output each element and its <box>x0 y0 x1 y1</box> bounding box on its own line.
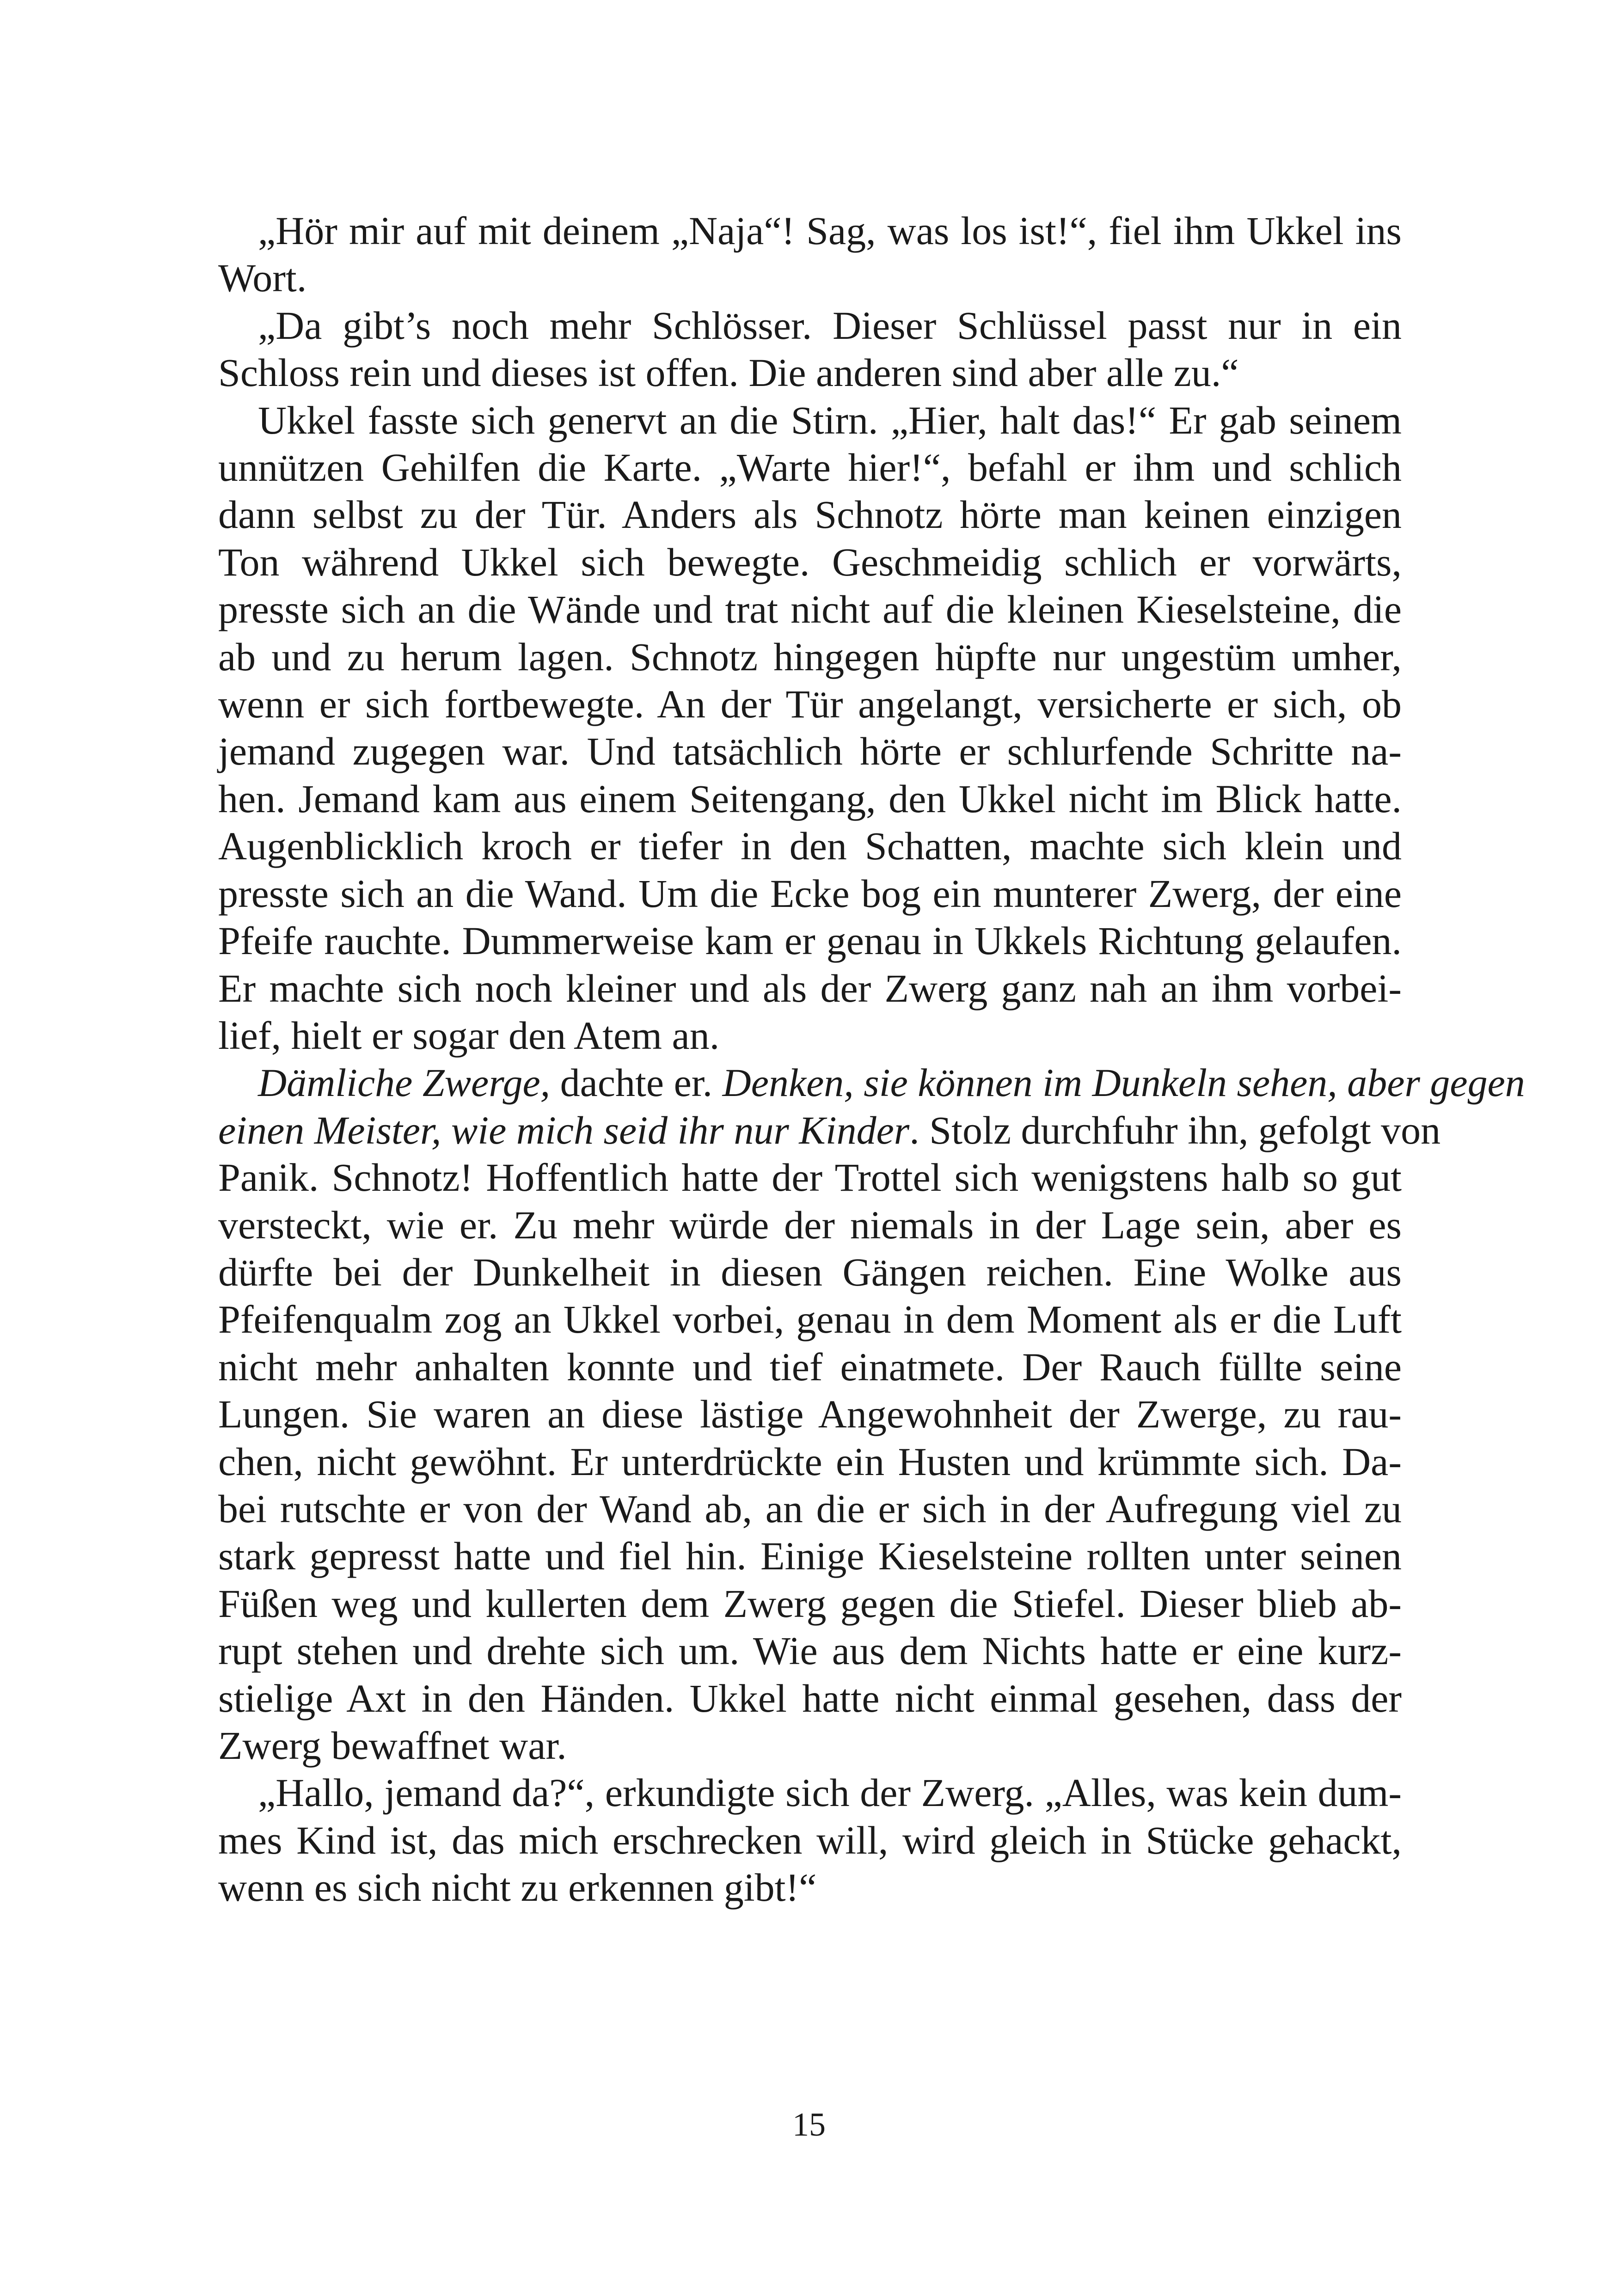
text-line: chen, nicht gewöhnt. Er unterdrückte ein Husten und krümmte sich. Da- <box>218 1439 1402 1484</box>
text-line: jemand zugegen war. Und tatsächlich hörte er schlurfende Schritte na- <box>218 729 1402 774</box>
text-line: unnützen Gehilfen die Karte. „Warte hier!“, befahl er ihm und schlich <box>218 445 1402 490</box>
text-line: presste sich an die Wand. Um die Ecke bog ein munterer Zwerg, der eine <box>218 871 1402 916</box>
text-line: Zwerg bewaffnet war. <box>218 1723 567 1768</box>
text-line: Pfeifenqualm zog an Ukkel vorbei, genau in dem Moment als er die Luft <box>218 1297 1402 1342</box>
text-line: Schloss rein und dieses ist offen. Die anderen sind aber alle zu.“ <box>218 350 1239 395</box>
italic-thought: Denken, sie können im Dunkeln sehen, aber gegen <box>722 1060 1525 1105</box>
text-line: bei rutschte er von der Wand ab, an die er sich in der Aufregung viel zu <box>218 1486 1402 1531</box>
text-line: „Hör mir auf mit deinem „Naja“! Sag, was los ist!“, fiel ihm Ukkel ins <box>258 208 1402 253</box>
text-line: mes Kind ist, das mich erschrecken will, wird gleich in Stücke gehackt, <box>218 1818 1402 1862</box>
text-line: Dämliche Zwerge, dachte er. Denken, sie können im Dunkeln sehen, aber gegen <box>258 1060 1525 1105</box>
text-line: ab und zu herum lagen. Schnotz hingegen hüpfte nur ungestüm umher, <box>218 634 1402 679</box>
page-number: 15 <box>792 2106 826 2143</box>
paragraph-2 <box>218 302 1402 397</box>
text-line: Wort. <box>218 256 307 300</box>
text-line: „Da gibt’s noch mehr Schlösser. Dieser Schlüssel passt nur in ein <box>258 303 1402 348</box>
text-line: dann selbst zu der Tür. Anders als Schnotz hörte man keinen einzigen <box>218 492 1402 537</box>
italic-thought: einen Meister, wie mich seid ihr nur Kinder <box>218 1108 910 1152</box>
text-line: hen. Jemand kam aus einem Seitengang, den Ukkel nicht im Blick hatte. <box>218 776 1402 821</box>
text-line: Lungen. Sie waren an diese lästige Angewohnheit der Zwerge, zu rau- <box>218 1392 1402 1437</box>
paragraph-5 <box>218 1769 1402 1911</box>
text-line: stark gepresst hatte und fiel hin. Einige Kieselsteine rollten unter seinen <box>218 1534 1402 1579</box>
text-line: Panik. Schnotz! Hoffentlich hatte der Trottel sich wenigstens halb so gut <box>218 1155 1402 1200</box>
text-line: wenn es sich nicht zu erkennen gibt!“ <box>218 1865 817 1910</box>
text-line: presste sich an die Wände und trat nicht auf die kleinen Kieselsteine, die <box>218 587 1402 632</box>
text-line: dürfte bei der Dunkelheit in diesen Gängen reichen. Eine Wolke aus <box>218 1249 1402 1294</box>
text-line: einen Meister, wie mich seid ihr nur Kinder. Stolz durchfuhr ihn, gefolgt von <box>218 1108 1441 1152</box>
text-line: „Hallo, jemand da?“, erkundigte sich der Zwerg. „Alles, was kein dum- <box>258 1770 1402 1815</box>
text-line: versteckt, wie er. Zu mehr würde der niemals in der Lage sein, aber es <box>218 1202 1402 1247</box>
text-line: Er machte sich noch kleiner und als der Zwerg ganz nah an ihm vorbei- <box>218 966 1402 1010</box>
body-text <box>218 207 1525 1911</box>
text-line: Ton während Ukkel sich bewegte. Geschmeidig schlich er vorwärts, <box>218 539 1402 584</box>
text-line: wenn er sich fortbewegte. An der Tür angelangt, versicherte er sich, ob <box>218 682 1402 727</box>
italic-thought: Dämliche Zwerge, <box>258 1060 551 1105</box>
paragraph-1 <box>218 207 1402 302</box>
text-line: lief, hielt er sogar den Atem an. <box>218 1013 720 1058</box>
text-line: stielige Axt in den Händen. Ukkel hatte nicht einmal gesehen, dass der <box>218 1676 1402 1720</box>
text-line: Ukkel fasste sich genervt an die Stirn. „Hier, halt das!“ Er gab seinem <box>258 398 1402 442</box>
paragraph-4 <box>218 1059 1525 1769</box>
text-line: rupt stehen und drehte sich um. Wie aus dem Nichts hatte er eine kurz- <box>218 1629 1402 1673</box>
text-line: nicht mehr anhalten konnte und tief einatmete. Der Rauch füllte seine <box>218 1344 1402 1389</box>
paragraph-3 <box>218 397 1402 1059</box>
text-line: Füßen weg und kullerten dem Zwerg gegen die Stiefel. Dieser blieb ab- <box>218 1581 1402 1626</box>
text-line: Augenblicklich kroch er tiefer in den Schatten, machte sich klein und <box>218 824 1402 869</box>
text-line: Pfeife rauchte. Dummerweise kam er genau in Ukkels Richtung gelaufen. <box>218 918 1402 963</box>
